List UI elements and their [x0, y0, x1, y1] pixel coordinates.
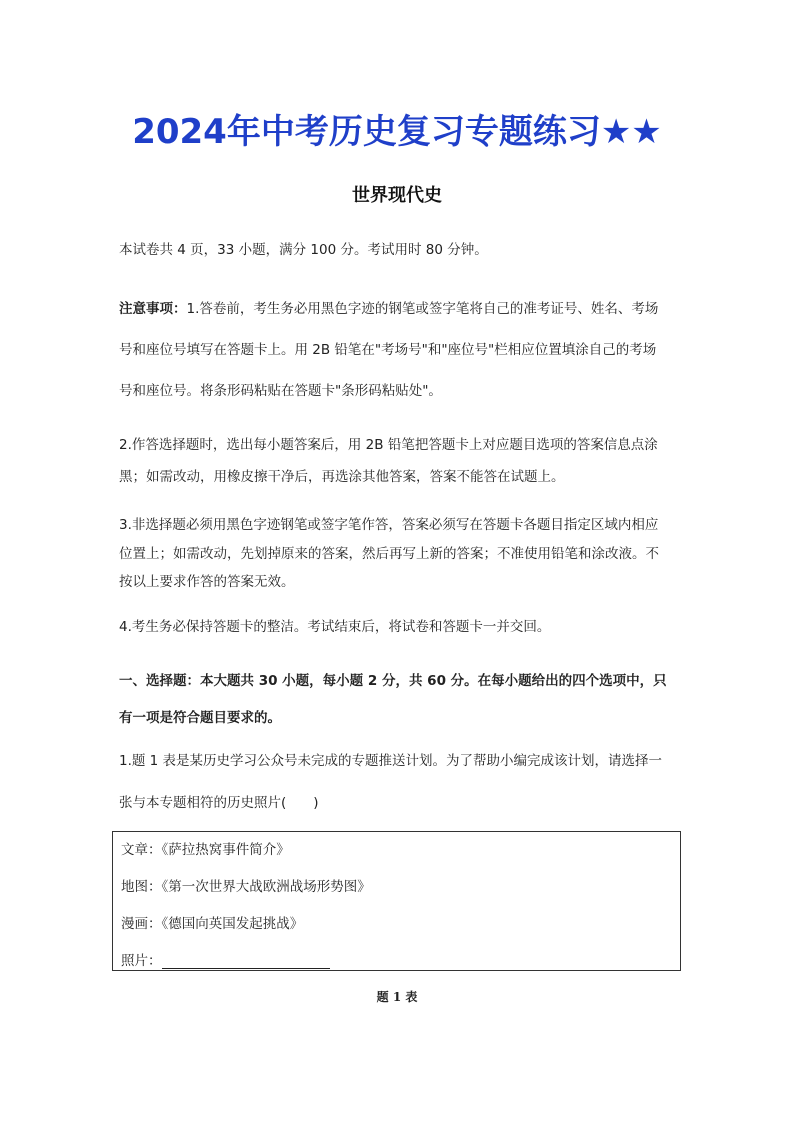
notice-item1-line2: 号和座位号填写在答题卡上。用 2B 铅笔在"考场号"和"座位号"栏相应位置填涂自己的考场	[119, 342, 657, 358]
notice-item1-text: 1.答卷前，考生务必用黑色字迹的钢笔或签字笔将自己的准考证号、姓名、考场	[186, 301, 659, 317]
photo-blank-line	[162, 954, 330, 969]
table-row-cartoon: 漫画：《德国向英国发起挑战》	[121, 916, 304, 932]
difficulty-stars: ★★	[600, 112, 662, 152]
title-text: 2024年中考历史复习专题练习	[132, 112, 601, 152]
table-row-map: 地图：《第一次世界大战欧洲战场形势图》	[121, 879, 371, 895]
notice-item2-line2: 黑；如需改动，用橡皮擦干净后，再选涂其他答案，答案不能答在试题上。	[119, 469, 565, 485]
table-row-article: 文章：《萨拉热窝事件简介》	[121, 842, 290, 858]
page-subtitle: 世界现代史	[352, 185, 442, 206]
notice-label: 注意事项：	[119, 301, 187, 317]
notice-item3-line3: 按以上要求作答的答案无效。	[119, 574, 295, 590]
section-heading-line2: 有一项是符合题目要求的。	[119, 710, 281, 726]
question1-line1: 1.题 1 表是某历史学习公众号未完成的专题推送计划。为了帮助小编完成该计划，请选择一	[119, 753, 663, 769]
question1-line2: 张与本专题相符的历史照片( )	[119, 795, 319, 811]
section-heading-line1: 一、选择题：本大题共 30 小题，每小题 2 分，共 60 分。在每小题给出的四个选项中，只	[119, 673, 667, 689]
table-row-photo	[121, 949, 330, 969]
table-caption: 题 1 表	[376, 990, 418, 1004]
notice-item3-line2: 位置上；如需改动，先划掉原来的答案，然后再写上新的答案；不准使用铅笔和涂改液。不	[119, 546, 659, 562]
notice-item2-line1: 2.作答选择题时，选出每小题答案后，用 2B 铅笔把答题卡上对应题目选项的答案信息点涂	[119, 437, 658, 453]
notice-item1-line1	[119, 297, 679, 317]
notice-item4: 4.考生务必保持答题卡的整洁。考试结束后，将试卷和答题卡一并交回。	[119, 619, 551, 635]
photo-label: 照片：	[121, 953, 162, 969]
exam-intro: 本试卷共 4 页，33 小题，满分 100 分。考试用时 80 分钟。	[119, 242, 488, 258]
notice-item1-line3: 号和座位号。将条形码粘贴在答题卡"条形码粘贴处"。	[119, 383, 442, 399]
notice-item3-line1: 3.非选择题必须用黑色字迹钢笔或签字笔作答，答案必须写在答题卡各题目指定区域内相应	[119, 517, 659, 533]
page-title	[0, 104, 794, 153]
plan-table	[112, 831, 681, 971]
